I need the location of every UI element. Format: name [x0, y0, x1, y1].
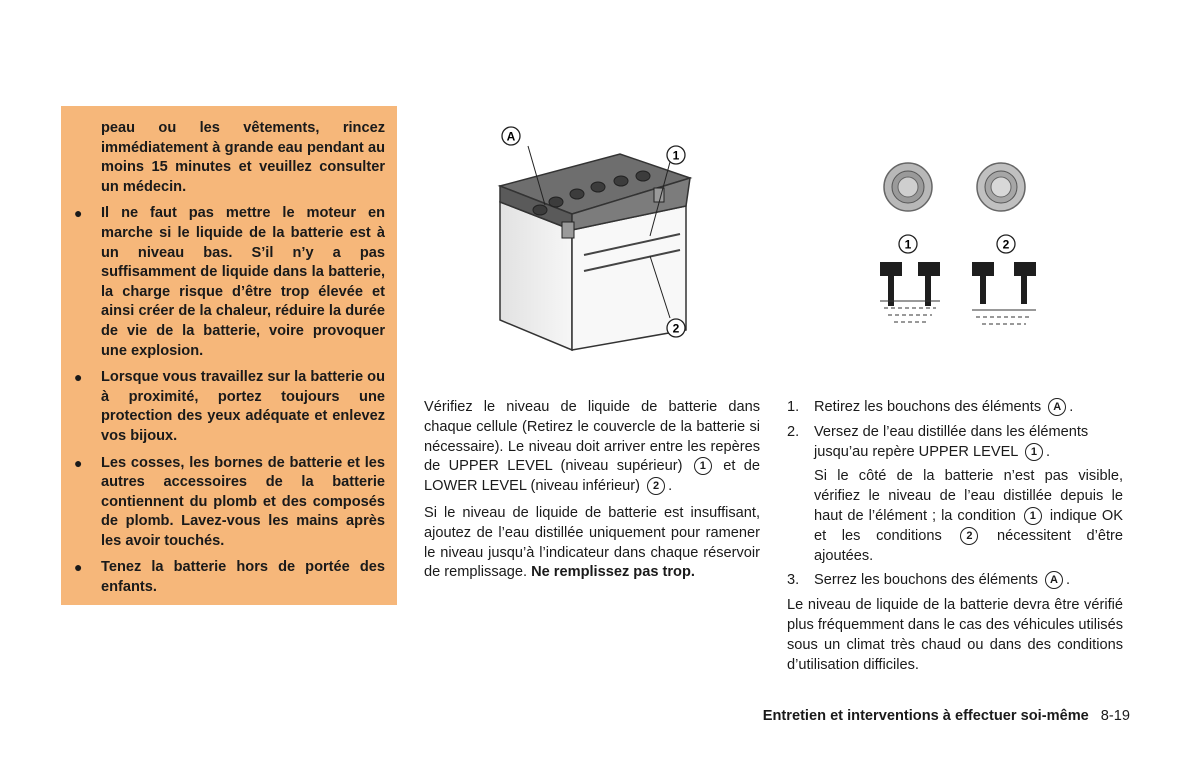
section-title: Entretien et interventions à effectuer soi-même — [762, 708, 1089, 724]
callout-1-icon — [667, 146, 685, 164]
right-column — [787, 398, 1123, 682]
fluid-level-illustration — [868, 158, 1048, 336]
warning-list — [74, 204, 385, 597]
ref-1-icon: 1 — [1025, 443, 1043, 461]
svg-text:1: 1 — [904, 237, 912, 252]
ref-a-icon: A — [1048, 398, 1066, 416]
level-1-icon — [899, 235, 917, 253]
page-footer — [700, 708, 1130, 724]
ref-2-icon: 2 — [647, 477, 665, 495]
ref-a-icon: A — [1045, 571, 1063, 589]
warning-continuation: peau ou les vêtements, rincez immédiatement à grande eau pendant au moins 15 minutes et veuillez consulter un médecin. — [101, 120, 385, 195]
ref-1-icon: 1 — [694, 457, 712, 475]
svg-text:1: 1 — [672, 148, 680, 163]
middle-column — [424, 398, 760, 590]
bullet-icon: ● — [74, 454, 83, 471]
svg-text:2: 2 — [1002, 237, 1010, 252]
emphasis: Ne remplissez pas trop. — [531, 564, 695, 581]
warning-item: ● Lorsque vous travaillez sur la batterie ou à proximité, portez toujours une protection des yeux adéquate et enlevez vos bijoux. — [74, 369, 385, 444]
callout-2-icon — [667, 319, 685, 337]
step-note: Si le côté de la batterie n’est pas visible, vérifiez le niveau de l’eau distillée depuis le haut de l’élément ; la condition 1 indique OK et les conditions 2 nécessitent d’être ajoutées. — [814, 468, 1123, 564]
cell-top-icon — [884, 163, 932, 211]
step-item: 3. Serrez les bouchons des éléments A . — [787, 572, 1071, 589]
warning-item: ● Les cosses, les bornes de batterie et les autres accessoires de la batterie contiennent du plomb et des composés de plomb. Lavez-vous les mains après les avoir touchés. — [74, 454, 385, 549]
level-2-icon — [997, 235, 1015, 253]
svg-text:2: 2 — [672, 321, 680, 336]
page-number: 8-19 — [1100, 708, 1130, 724]
bullet-icon: ● — [74, 559, 83, 576]
step-item: 1. Retirez les bouchons des éléments A . — [787, 399, 1074, 415]
ref-2-icon: 2 — [960, 527, 978, 545]
callout-a-icon — [502, 127, 520, 145]
battery-illustration — [490, 118, 705, 358]
warning-item: ● Tenez la batterie hors de portée des enfants. — [74, 559, 385, 596]
cell-top-icon — [977, 163, 1025, 211]
paragraph: Si le niveau de liquide de batterie est insuffisant, ajoutez de l’eau distillée uniquement pour ramener le niveau jusqu’à l’indicateur dans chaque réservoir de remplissage. Ne remplissez pas trop. — [424, 504, 760, 581]
warning-box — [61, 106, 397, 605]
closing-paragraph: Le niveau de liquide de la batterie devra être vérifié plus fréquemment dans le cas des véhicules utilisés sous un climat très chaud ou dans des conditions d’utilisation difficiles. — [787, 597, 1123, 673]
steps-list — [787, 398, 1123, 591]
warning-item: ● Il ne faut pas mettre le moteur en marche si le liquide de la batterie est à un niveau bas. S’il n’y a pas suffisamment de liquide dans la batterie, la charge risque d’être trop élevée et ainsi créer de la chaleur, réduire la durée de vie de la batterie, voire provoquer une explosion. — [74, 205, 385, 359]
step-item: 2. Versez de l’eau distillée dans les éléments jusqu’au repère UPPER LEVEL 1 . Si le côté de la batterie n’est pas visible, vérifiez le niveau de l’eau distillée depuis le haut de l’élément ; la condition 1 indique OK et les conditions 2 nécessitent d’être ajoutées. — [787, 423, 1123, 567]
ref-1-icon: 1 — [1024, 507, 1042, 525]
bullet-icon: ● — [74, 205, 83, 222]
paragraph: Vérifiez le niveau de liquide de batterie dans chaque cellule (Retirez le couvercle de la batterie si nécessaire). Le niveau doit arriver entre les repères de UPPER LEVEL (niveau supérieur) 1 et de LOWER LEVEL (niveau inférieur) 2 . — [424, 399, 760, 495]
svg-text:A: A — [506, 129, 516, 144]
bullet-icon: ● — [74, 369, 83, 386]
